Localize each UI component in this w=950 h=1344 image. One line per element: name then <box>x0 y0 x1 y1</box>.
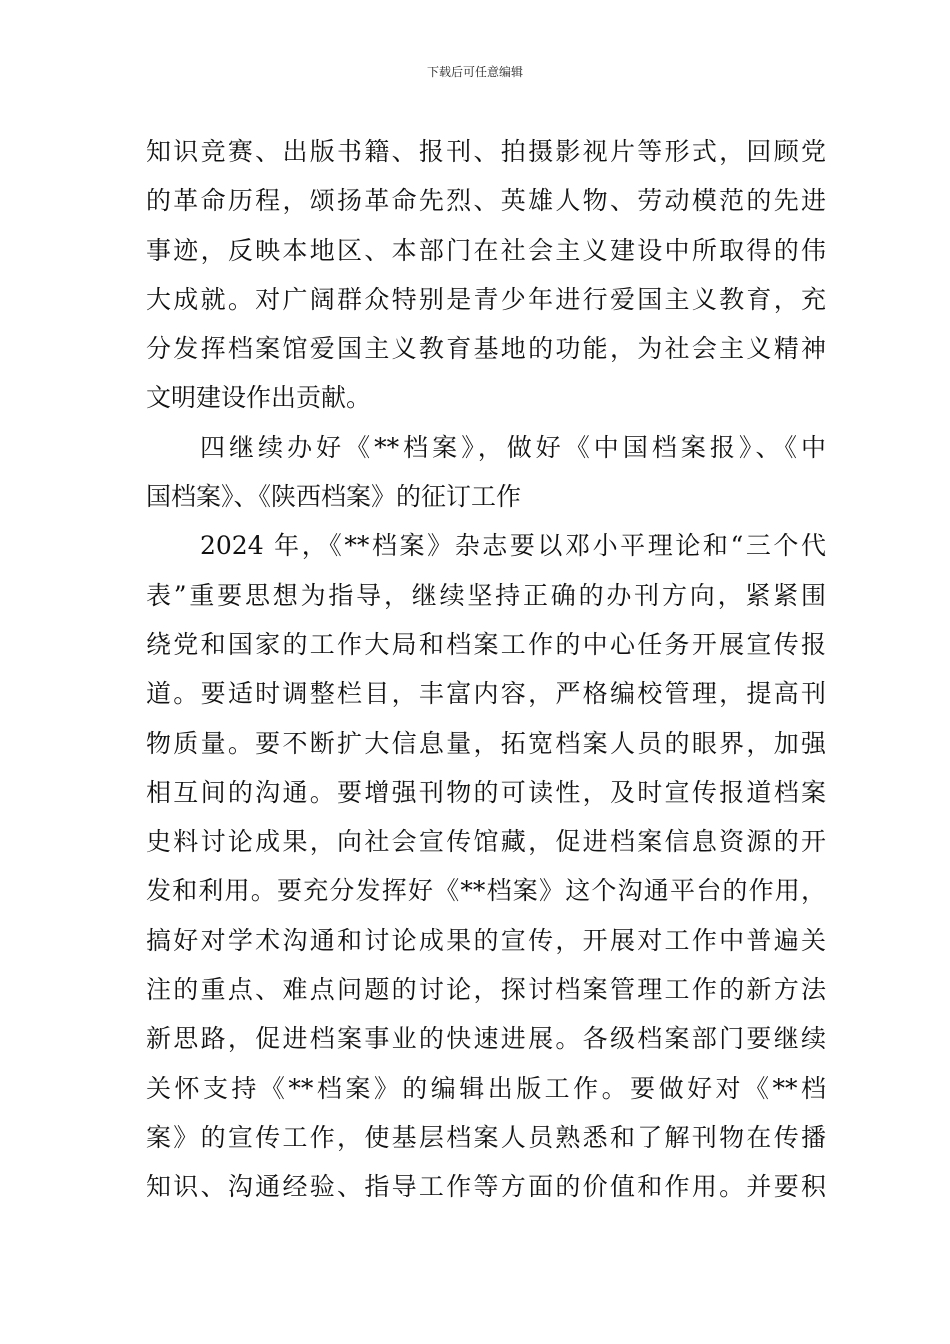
text-line: 分发挥档案馆爱国主义教育基地的功能，为社会主义精神 <box>146 334 826 364</box>
text-line: 发和利用。要充分发挥好《**档案》这个沟通平台的作用， <box>146 876 826 906</box>
text-line: 大成就。对广阔群众特别是青少年进行爱国主义教育，充 <box>146 284 826 314</box>
section-heading-line: 四继续办好《**档案》，做好《中国档案报》、《中 <box>200 432 826 462</box>
text-line: 史料讨论成果，向社会宣传馆藏，促进档案信息资源的开 <box>146 827 826 857</box>
text-line: 搞好对学术沟通和讨论成果的宣传，开展对工作中普遍关 <box>146 925 826 955</box>
text-line: 道。要适时调整栏目，丰富内容，严格编校管理，提高刊 <box>146 679 826 709</box>
page-header: 下载后可任意编辑 <box>426 65 523 79</box>
text-line: 知识、沟通经验、指导工作等方面的价值和作用。并要积 <box>146 1172 826 1202</box>
text-line: 关怀支持《**档案》的编辑出版工作。要做好对《**档 <box>146 1073 826 1103</box>
document-body <box>146 127 826 1212</box>
text-line: 知识竞赛、出版书籍、报刊、拍摄影视片等形式，回顾党 <box>146 137 826 166</box>
text-line: 2024 年，《**档案》杂志要以邓小平理论和“三个代 <box>200 531 826 561</box>
text-line: 的革命历程，颂扬革命先烈、英雄人物、劳动模范的先进 <box>146 186 826 216</box>
text-line: 物质量。要不断扩大信息量，拓宽档案人员的眼界，加强 <box>146 728 826 758</box>
text-line: 绕党和国家的工作大局和档案工作的中心任务开展宣传报 <box>146 629 826 659</box>
text-line: 表”重要思想为指导，继续坚持正确的办刊方向，紧紧围 <box>146 580 826 610</box>
text-line: 案》的宣传工作，使基层档案人员熟悉和了解刊物在传播 <box>146 1122 826 1152</box>
text-line: 事迹，反映本地区、本部门在社会主义建设中所取得的伟 <box>146 235 826 265</box>
text-line: 相互间的沟通。要增强刊物的可读性，及时宣传报道档案 <box>146 777 826 807</box>
text-line: 注的重点、难点问题的讨论，探讨档案管理工作的新方法 <box>146 975 826 1005</box>
section-heading-line: 国档案》、《陕西档案》的征订工作 <box>146 482 522 512</box>
text-line: 文明建设作出贡献。 <box>146 383 372 413</box>
text-line: 新思路，促进档案事业的快速进展。各级档案部门要继续 <box>146 1024 826 1054</box>
